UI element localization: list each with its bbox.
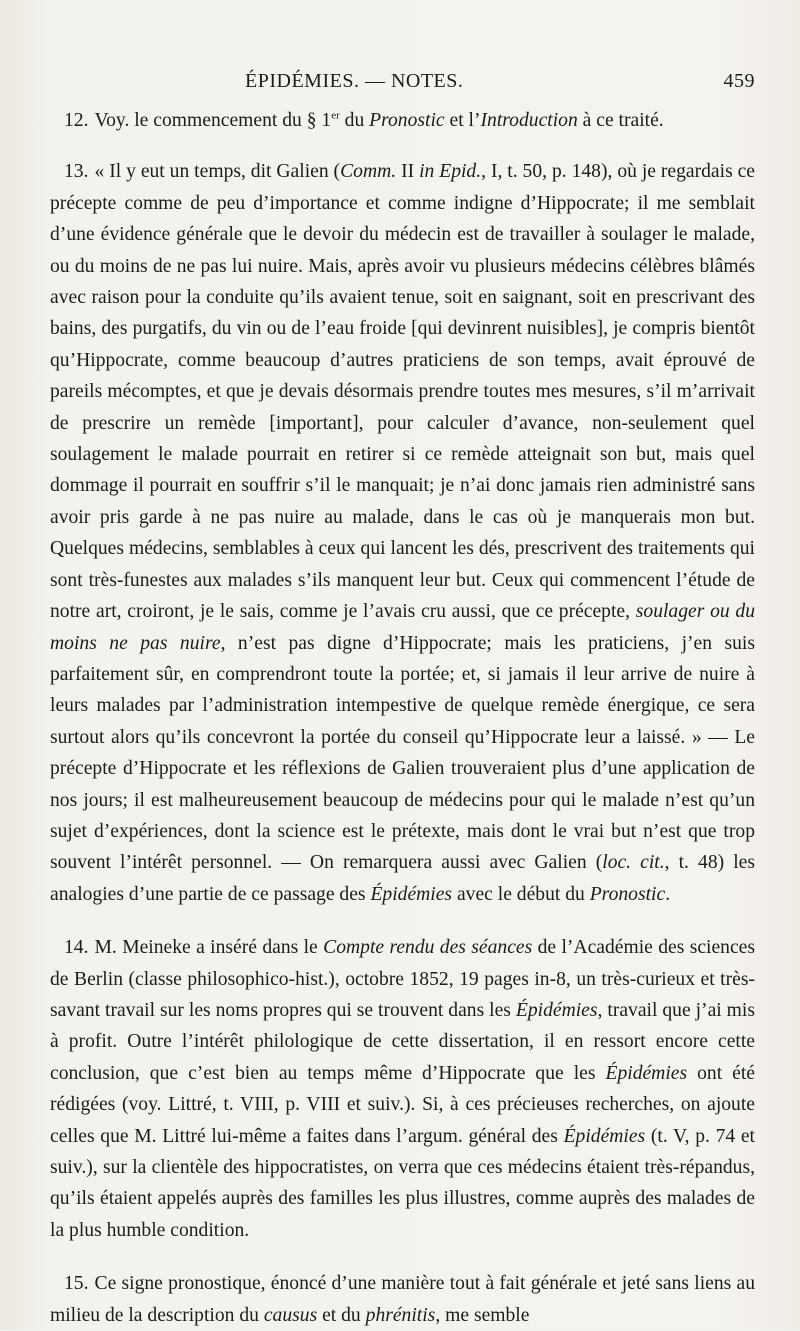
- italic-title: Épidémies: [563, 1125, 646, 1147]
- note-14: [50, 932, 755, 1246]
- note-number: 14.: [64, 937, 89, 959]
- note-12: [50, 105, 755, 136]
- note-text: ont été rédigées (voy. Littré, t. VIII, p. VIII et suiv.). Si, à ces précieuses recherches, on ajoute celles que M. Littré lui-même a faites dans l’argum. général des: [50, 1062, 755, 1147]
- note-text: et du: [317, 1304, 366, 1326]
- italic-citation: in Epid.: [419, 161, 482, 183]
- running-title: ÉPIDÉMIES. — NOTES.: [245, 70, 464, 92]
- note-text: à ce traité.: [577, 110, 664, 131]
- note-13: [50, 156, 755, 910]
- note-text: .: [665, 883, 671, 905]
- note-text: , t. 48) les analogies d’une partie de ce passage des: [50, 852, 755, 905]
- note-number: 12.: [64, 110, 89, 131]
- note-number: 13.: [64, 161, 89, 183]
- note-text: « Il y eut un temps, dit Galien (: [94, 161, 341, 183]
- note-15: [50, 1268, 755, 1331]
- italic-title: Épidémies: [515, 999, 598, 1021]
- italic-citation: Comm.: [340, 161, 397, 183]
- running-header: [50, 70, 755, 93]
- note-text: et l’: [444, 110, 481, 131]
- italic-citation: loc. cit.: [602, 852, 665, 874]
- note-text: , me semble: [435, 1304, 530, 1326]
- italic-phrase: soulager ou du moins ne pas nuire: [50, 601, 756, 654]
- note-text: du: [339, 110, 370, 131]
- note-number: 15.: [64, 1273, 89, 1295]
- italic-title: Pronostic: [369, 110, 445, 131]
- italic-title: Compte rendu des séances: [323, 937, 533, 959]
- note-text: M. Meineke a inséré dans le: [94, 937, 324, 959]
- note-text: , I, t. 50, p. 148), où je regardais ce précepte comme de peu d’importance et comme indigne d’Hippocrate; il me semblait d’une évidence générale que le devoir du médecin est de travailler à soulager le malade, ou du moins de ne pas lui nuire. Mais, après avoir vu plusieurs médecins célèbres blâmés avec raison pour la conduite qu’ils avaient tenue, soit en saignant, soit en prescrivant des bains, des purgatifs, du vin ou de l’eau froide [qui devinrent nuisibles], je compris bientôt qu’Hippocrate, comme beaucoup d’autres praticiens de son temps, avait éprouvé de pareils mécomptes, et que je devais désormais prendre toutes mes mesures, s’il m’arrivait de prescrire un remède [important], pour calculer d’avance, non-seulement quel soulagement le malade pourrait en retirer si ce remède atteignait son but, mais quel dommage il pourrait en souffrir s’il le manquait; je n’ai donc jamais rien administré sans avoir pris garde à ne pas nuire au malade, dans le cas où je manquerais mon but. Quelques médecins, semblables à ceux qui lancent les dés, prescrivent des traitements qui sont très-funestes aux malades s’ils manquent leur but. Ceux qui commencent l’étude de notre art, croiront, je le sais, comme je l’avais cru aussi, que ce précepte,: [50, 161, 756, 623]
- superscript: er: [331, 109, 340, 122]
- italic-term: causus: [263, 1304, 318, 1326]
- note-text: II: [396, 161, 420, 183]
- page-number: 459: [723, 70, 755, 92]
- note-text: Voy. le commencement du § 1: [94, 110, 332, 131]
- note-text: , travail que j’ai mis à profit. Outre l’intérêt philologique de cette dissertation, il en ressort encore cette conclusion, que c’est bien au temps même d’Hippocrate que les: [50, 999, 755, 1084]
- italic-title: Épidémies: [605, 1062, 688, 1084]
- note-text: avec le début du: [452, 883, 590, 905]
- italic-title: Pronostic: [589, 883, 666, 905]
- italic-title: Épidémies: [370, 883, 453, 905]
- note-text: , n’est pas digne d’Hippocrate; mais les praticiens, j’en suis parfaitement sûr, en comprendront toute la portée; et, si jamais il leur arrive de nuire à leurs malades par l’administration intempestive de quelque remède énergique, ce sera surtout alors qu’ils concevront la portée du conseil qu’Hippocrate leur a laissé. » — Le précepte d’Hippocrate et les réflexions de Galien trouveraient plus d’une application de nos jours; il est malheureusement beaucoup de médecins pour qui le malade n’est qu’un sujet d’expériences, dont la science est le prétexte, mais dont le vrai but n’est que trop souvent l’intérêt personnel. — On remarquera aussi avec Galien (: [50, 632, 755, 874]
- italic-term: phrénitis: [365, 1304, 436, 1326]
- note-text: (t. V, p. 74 et suiv.), sur la clientèle des hippocratistes, on verra que ces médecins étaient très-répandus, qu’ils étaient appelés auprès des familles les plus illustres, comme auprès des malades de la plus humble condition.: [50, 1125, 755, 1241]
- note-text: de l’Académie des sciences de Berlin (classe philosophico-hist.), octobre 1852, 19 pages in-8, un très-curieux et très-savant travail sur les noms propres qui se trouvent dans les: [50, 937, 755, 1021]
- italic-title: Introduction: [480, 110, 578, 131]
- note-text: Ce signe pronostique, énoncé d’une manière tout à fait générale et jeté sans liens au milieu de la description du: [50, 1273, 755, 1326]
